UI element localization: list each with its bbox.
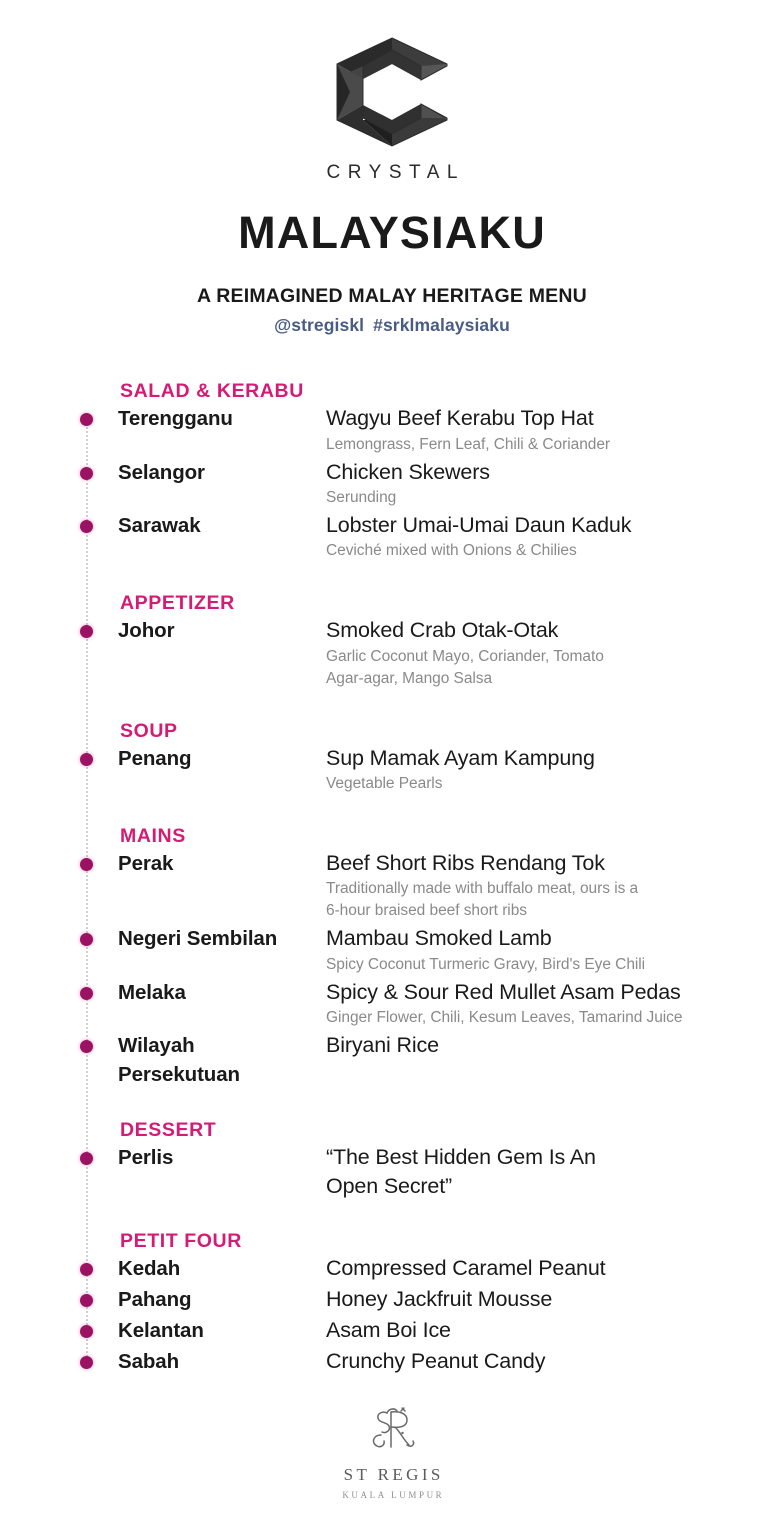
menu-section [0,564,784,689]
bullet-icon [80,1152,93,1165]
menu-item [0,1285,784,1314]
bullet-icon [80,1356,93,1369]
item-dish: Biryani Rice [326,1033,439,1058]
section-header: PETIT FOUR [120,1230,242,1253]
st-regis-city: KUALA LUMPUR [342,1490,445,1500]
item-dish: Sup Mamak Ayam Kampung [326,745,595,770]
item-state: Pahang [118,1288,192,1312]
item-description: Vegetable Pearls [326,775,443,793]
item-dish: Crunchy Peanut Candy [326,1349,546,1374]
item-dish: Chicken Skewers [326,459,490,484]
item-detail [326,1143,784,1200]
item-detail [326,744,784,795]
section-spacer [0,1091,784,1119]
item-detail [326,1254,784,1282]
menu-item [0,849,784,922]
item-description: Ceviché mixed with Onions & Chilies [326,542,577,560]
social-handles [0,315,784,336]
item-state: Wilayah Persekutuan [118,1034,240,1087]
section-spacer [0,1202,784,1230]
section-spacer [0,797,784,825]
bullet-icon [80,1294,93,1307]
item-state: Sarawak [118,513,201,537]
menu-section [0,797,784,1089]
item-detail [326,511,784,562]
hashtag: #srklmalaysiaku [373,315,510,336]
menu-subtitle: A REIMAGINED MALAY HERITAGE MENU [197,285,587,308]
item-detail [326,924,784,975]
item-state: Perak [118,852,174,876]
item-state: Kelantan [118,1319,204,1343]
item-detail [326,1347,784,1375]
bullet-icon [80,933,93,946]
section-header: MAINS [120,825,186,848]
item-state: Selangor [118,460,205,484]
bullet-icon [80,987,93,1000]
menu-item [0,616,784,689]
bullet-icon [80,520,93,533]
item-description: Serunding [326,488,397,506]
crystal-wordmark: CRYSTAL [326,162,465,183]
item-dish: Beef Short Ribs Rendang Tok [326,851,605,876]
menu-item [0,458,784,509]
menu-item [0,978,784,1029]
menu-title: MALAYSIAKU [238,207,546,258]
item-dish: Asam Boi Ice [326,1318,451,1343]
item-dish: Compressed Caramel Peanut [326,1256,606,1281]
item-state: Negeri Sembilan [118,927,278,951]
item-dish: Smoked Crab Otak-Otak [326,618,559,643]
item-detail [326,978,784,1029]
item-description: Ginger Flower, Chili, Kesum Leaves, Tamarind Juice [326,1009,683,1027]
item-detail [326,849,784,922]
item-detail [326,1285,784,1313]
item-state: Melaka [118,980,186,1004]
bullet-icon [80,467,93,480]
menu-item [0,1031,784,1089]
instagram-handle: @stregiskl [274,315,365,336]
section-header: SALAD & KERABU [120,380,304,403]
item-dish: Honey Jackfruit Mousse [326,1287,553,1312]
bullet-icon [80,858,93,871]
menu-item [0,1143,784,1200]
item-dish: Wagyu Beef Kerabu Top Hat [326,406,594,431]
menu-header [0,0,784,336]
item-description: Spicy Coconut Turmeric Gravy, Bird's Eye Chili [326,955,646,973]
st-regis-name: ST REGIS [343,1465,444,1484]
menu-item [0,511,784,562]
menu-section [0,1091,784,1200]
menu-section [0,380,784,562]
section-header: SOUP [120,719,178,742]
item-dish: Spicy & Sour Red Mullet Asam Pedas [326,979,681,1004]
item-dish: Lobster Umai-Umai Daun Kaduk [326,512,632,537]
st-regis-sr-monogram [361,1405,423,1457]
item-dish: “The Best Hidden Gem Is An Open Secret” [326,1145,596,1198]
menu-section [0,1202,784,1376]
section-header: APPETIZER [120,592,235,615]
item-description: Garlic Coconut Mayo, Coriander, Tomato Agar-agar, Mango Salsa [326,647,604,687]
item-state: Perlis [118,1146,174,1170]
bullet-icon [80,413,93,426]
item-description: Lemongrass, Fern Leaf, Chili & Coriander [326,435,611,453]
item-dish: Mambau Smoked Lamb [326,926,552,951]
menu-item [0,1347,784,1376]
bullet-icon [80,753,93,766]
menu-section [0,692,784,795]
item-detail [326,616,784,689]
section-spacer [0,564,784,592]
bullet-icon [80,1040,93,1053]
menu-footer [0,1405,784,1500]
menu-item [0,1254,784,1283]
item-description: Traditionally made with buffalo meat, ours is a 6-hour braised beef short ribs [326,880,639,920]
section-spacer [0,692,784,720]
item-detail [326,458,784,509]
item-detail [326,404,784,455]
item-state: Kedah [118,1257,181,1281]
menu-item [0,1316,784,1345]
bullet-icon [80,1263,93,1276]
bullet-icon [80,625,93,638]
section-header: DESSERT [120,1119,217,1142]
item-state: Sabah [118,1350,180,1374]
item-state: Terengganu [118,407,233,431]
menu-item [0,924,784,975]
bullet-icon [80,1325,93,1338]
item-state: Penang [118,746,192,770]
item-detail [326,1031,784,1059]
item-state: Johor [118,619,175,643]
menu-item [0,404,784,455]
item-detail [326,1316,784,1344]
menu-item [0,744,784,795]
crystal-hexagon-c-logo [333,36,451,148]
menu-sections [0,380,784,1376]
